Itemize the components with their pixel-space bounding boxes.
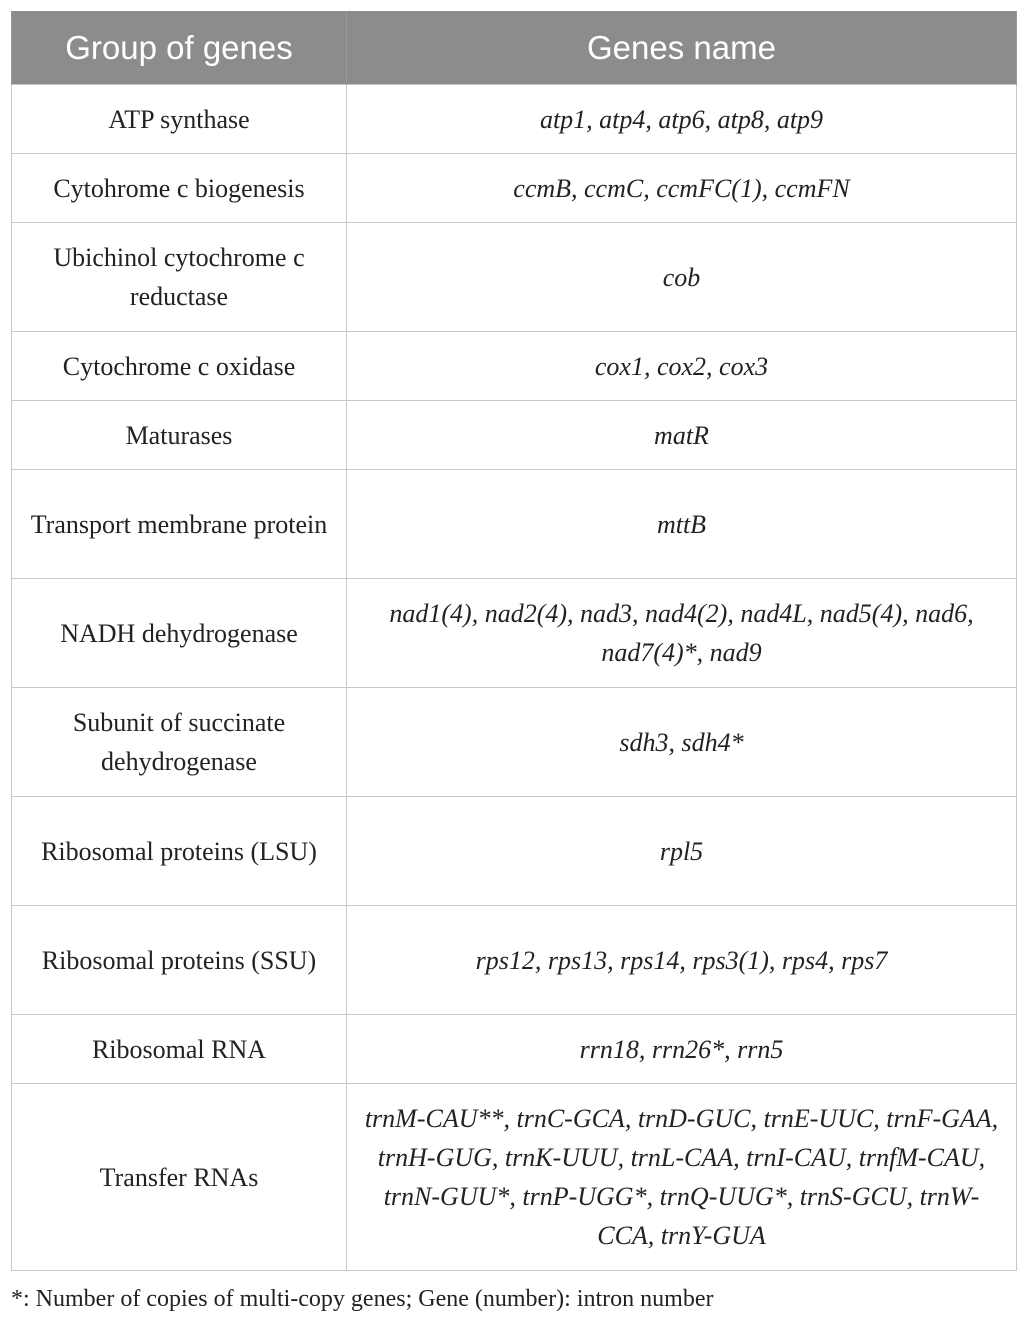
genes-cell: cox1, cox2, cox3 (347, 332, 1017, 401)
table-row (12, 1015, 1017, 1084)
group-cell: Transport membrane protein (12, 470, 347, 579)
group-cell: Ribosomal proteins (LSU) (12, 797, 347, 906)
genes-cell: trnM-CAU**, trnC-GCA, trnD-GUC, trnE-UUC, trnF-GAA, trnH-GUG, trnK-UUU, trnL-CAA, trnI-CAU, trnfM-CAU, trnN-GUU*, trnP-UGG*, trnQ-UUG*, trnS-GCU, trnW-CCA, trnY-GUA (347, 1084, 1017, 1271)
table-footnote: *: Number of copies of multi-copy genes; Gene (number): intron number (11, 1286, 714, 1312)
table-row (12, 332, 1017, 401)
table-row (12, 1084, 1017, 1271)
group-cell: ATP synthase (12, 85, 347, 154)
group-cell: Ubichinol cytochrome c reductase (12, 223, 347, 332)
group-cell: Cytochrome c oxidase (12, 332, 347, 401)
table-row (12, 797, 1017, 906)
genes-cell: rpl5 (347, 797, 1017, 906)
group-cell: NADH dehydrogenase (12, 579, 347, 688)
genes-cell: matR (347, 401, 1017, 470)
group-cell: Transfer RNAs (12, 1084, 347, 1271)
header-group-of-genes: Group of genes (12, 11, 347, 85)
group-cell: Ribosomal RNA (12, 1015, 347, 1084)
table-row (12, 688, 1017, 797)
table-header-row (12, 11, 1017, 85)
table-row (12, 401, 1017, 470)
table-row (12, 470, 1017, 579)
genes-cell: cob (347, 223, 1017, 332)
genes-cell: sdh3, sdh4* (347, 688, 1017, 797)
group-cell: Subunit of succinate dehydrogenase (12, 688, 347, 797)
gene-table-container (11, 11, 1016, 1271)
header-genes-name: Genes name (347, 11, 1017, 85)
group-cell: Maturases (12, 401, 347, 470)
gene-table (11, 11, 1017, 1271)
table-row (12, 223, 1017, 332)
table-row (12, 85, 1017, 154)
group-cell: Cytohrome c biogenesis (12, 154, 347, 223)
table-row (12, 579, 1017, 688)
genes-cell: nad1(4), nad2(4), nad3, nad4(2), nad4L, nad5(4), nad6, nad7(4)*, nad9 (347, 579, 1017, 688)
table-row (12, 154, 1017, 223)
genes-cell: rps12, rps13, rps14, rps3(1), rps4, rps7 (347, 906, 1017, 1015)
genes-cell: rrn18, rrn26*, rrn5 (347, 1015, 1017, 1084)
genes-cell: mttB (347, 470, 1017, 579)
genes-cell: ccmB, ccmC, ccmFC(1), ccmFN (347, 154, 1017, 223)
group-cell: Ribosomal proteins (SSU) (12, 906, 347, 1015)
table-row (12, 906, 1017, 1015)
genes-cell: atp1, atp4, atp6, atp8, atp9 (347, 85, 1017, 154)
